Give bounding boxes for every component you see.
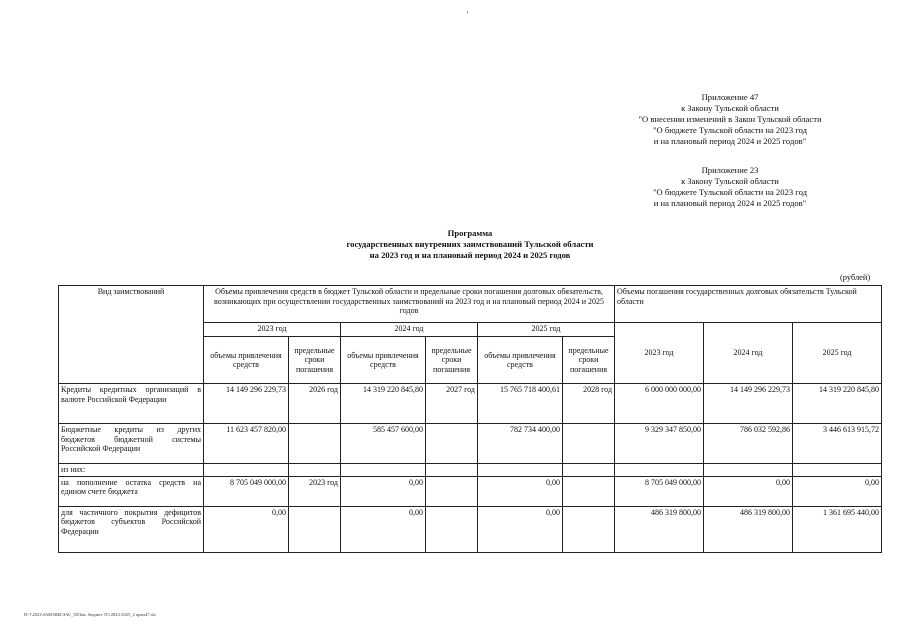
cell-term [563,464,615,477]
header-row [59,286,882,323]
cell-value [478,464,563,477]
header-attraction: Объемы привлечения средств в бюджет Тульской области и предельные сроки погашения долговых обязательств, возникающих при осуществлении государственных заимствований на 2023 год и на плановый период 2024 и 2025 годов [204,286,615,323]
unit-label: (рублей) [840,273,871,282]
cell-repay [793,464,882,477]
cell-repay: 1 361 695 440,00 [793,506,882,552]
cell-term [563,506,615,552]
row-name: на пополнение остатка средств на едином счете бюджета [59,476,204,506]
header-volumes-2023: объемы привлечения средств [204,337,289,384]
row-name: Кредиты кредитных организаций в валюте Российской Федерации [59,384,204,424]
document-title [300,228,640,261]
cell-repay: 786 032 592,86 [704,424,793,464]
cell-value: 0,00 [204,506,289,552]
borrowing-program-table [58,285,882,553]
appendix-23-line: и на плановый период 2024 и 2025 годов" [653,198,807,208]
cell-value: 0,00 [341,506,426,552]
row-name: для частичного покрытия дефицитов бюджетов субъектов Российской Федерации [59,506,204,552]
cell-repay [615,464,704,477]
cell-term [426,476,478,506]
cell-repay: 9 329 347 850,00 [615,424,704,464]
cell-term [426,424,478,464]
cell-repay: 486 319 800,00 [615,506,704,552]
cell-term: 2023 год [289,476,341,506]
cell-repay: 14 319 220 845,80 [793,384,882,424]
cell-value: 14 319 220 845,80 [341,384,426,424]
table-row [59,476,882,506]
cell-term [289,424,341,464]
cell-value: 0,00 [478,506,563,552]
appendix-23-line: "О бюджете Тульской области на 2023 год [653,187,807,197]
appendix-23-line: Приложение 23 [701,165,759,175]
appendix-47-line: Приложение 47 [701,92,759,102]
cell-value: 8 705 049 000,00 [204,476,289,506]
cell-value: 11 623 457 820,00 [204,424,289,464]
cell-value: 0,00 [478,476,563,506]
cell-value: 14 149 296 229,73 [204,384,289,424]
header-volumes-2025: объемы привлечения средств [478,337,563,384]
header-year-2023: 2023 год [204,323,341,337]
cell-value: 0,00 [341,476,426,506]
header-volumes-2024: объемы привлечения средств [341,337,426,384]
header-year-2025: 2025 год [478,323,615,337]
cell-term [289,506,341,552]
cell-repay: 0,00 [704,476,793,506]
header-repay-2025: 2025 год [793,323,882,384]
header-repay-2024: 2024 год [704,323,793,384]
cell-term: 2027 год [426,384,478,424]
header-kind: Вид заимствований [59,286,204,384]
table-row [59,464,882,477]
cell-value: 782 734 400,00 [478,424,563,464]
row-name: из них: [59,464,204,477]
header-repay-2023: 2023 год [615,323,704,384]
header-terms-2023: предельные сроки погашения [289,337,341,384]
title-line: Программа [447,228,493,238]
appendix-47-line: "О внесении изменений в Закон Тульской области [638,114,822,124]
cell-term [426,506,478,552]
cell-repay: 3 446 613 915,72 [793,424,882,464]
header-year-2024: 2024 год [341,323,478,337]
cell-repay: 8 705 049 000,00 [615,476,704,506]
cell-value: 15 765 718 400,61 [478,384,563,424]
row-name: Бюджетные кредиты из других бюджетов бюджетной системы Российской Федерации [59,424,204,464]
header-repayment: Объемы погашения государственных долговых обязательств Тульской области [615,286,882,323]
table-row [59,424,882,464]
appendix-23-line: к Закону Тульской области [681,176,779,186]
cell-value [204,464,289,477]
appendix-47-caption [600,92,860,147]
page-mark: ' [467,10,469,19]
cell-term [563,476,615,506]
cell-repay [704,464,793,477]
appendix-47-line: "О бюджете Тульской области на 2023 год [653,125,807,135]
title-line: на 2023 год и на плановый период 2024 и 2025 годов [369,250,571,260]
cell-value [341,464,426,477]
cell-term [426,464,478,477]
appendix-47-line: к Закону Тульской области [681,103,779,113]
file-path-footer: D:\!\2023\ЗАКОНЫ\ЗАС_50\Зак. бюджет ТО 2023-2025_2 прил47.xls [24,612,157,617]
cell-term [289,464,341,477]
table-row [59,384,882,424]
header-terms-2024: предельные сроки погашения [426,337,478,384]
cell-value: 585 457 600,00 [341,424,426,464]
cell-term [563,424,615,464]
appendix-47-line: и на плановый период 2024 и 2025 годов" [653,136,807,146]
title-line: государственных внутренних заимствований Тульской области [346,239,594,249]
cell-term: 2026 год [289,384,341,424]
cell-repay: 0,00 [793,476,882,506]
cell-repay: 486 319 800,00 [704,506,793,552]
cell-repay: 14 149 296 229,73 [704,384,793,424]
cell-term: 2028 год [563,384,615,424]
table-row [59,506,882,552]
header-terms-2025: предельные сроки погашения [563,337,615,384]
cell-repay: 6 000 000 000,00 [615,384,704,424]
appendix-23-caption [600,165,860,209]
